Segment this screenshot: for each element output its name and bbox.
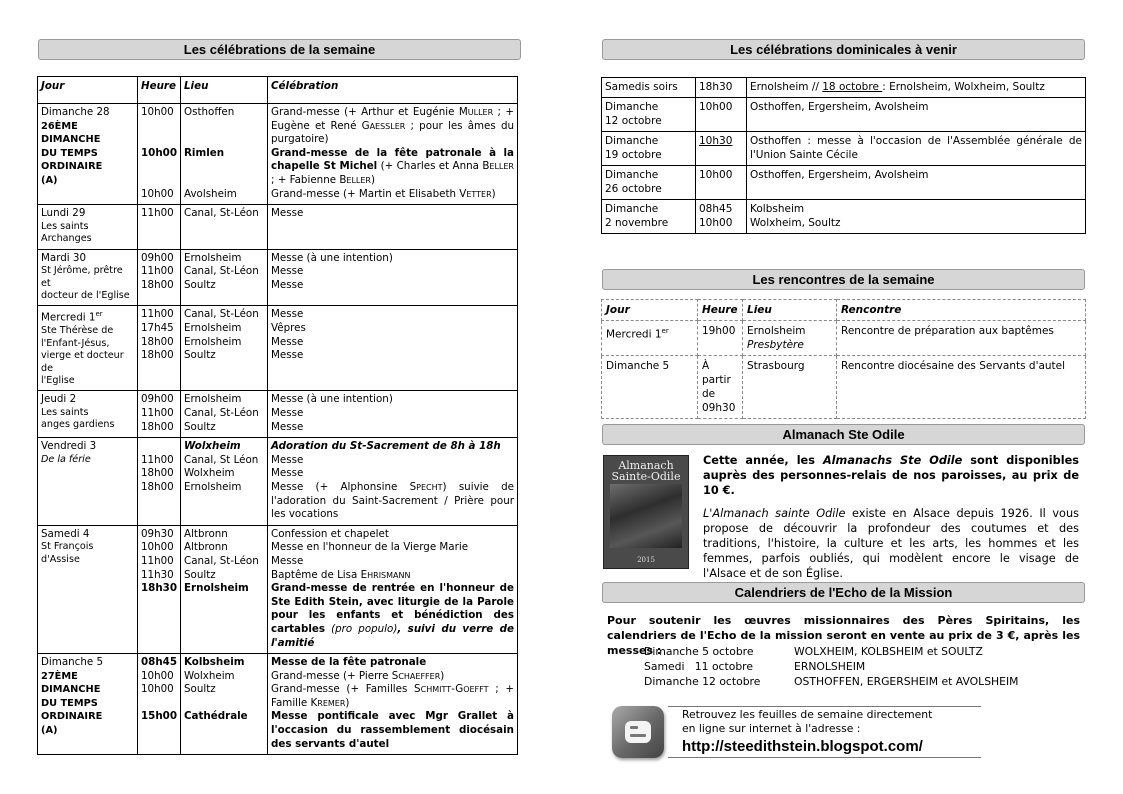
time: 18h00 [141,467,174,480]
place: Canal, St-Léon [184,554,259,567]
time: 11h00 [141,554,174,567]
celebration: Baptême de Lisa EHRISMANN [271,568,411,581]
place: Cathédrale [184,710,248,723]
table-row [38,391,518,438]
time: 18h00 [141,335,174,348]
blog-url-link[interactable]: http://steedithstein.blogspot.com/ [682,738,923,755]
table-row [38,525,518,653]
celebration: Messe de la fête patronale [271,656,427,669]
celebration: Messe [271,278,304,291]
day-name: Mardi 30 [41,251,87,264]
almanach-paragraph-2: L'Almanach sainte Odile existe en Alsace depuis 1926. Il vous propose de découvrir la profondeur des coutumes et des traditions, l'histoire, la culture et les arts, les hommes et les femmes, parfois oubliés, qui modèlent encore le visage de l'Alsace et de son Église. [703,506,1080,581]
day: Dimanche 5 [602,356,698,419]
place: Ernolsheim [184,251,242,264]
place: Soultz [184,568,216,581]
list-item: Dimanche 12 octobre OSTHOFFEN, ERGERSHEIM et AVOLSHEIM [644,675,1019,688]
table-row [38,104,518,205]
time: 18h00 [141,349,174,362]
place: Osthoffen [184,106,235,118]
place: Osthoffen, Ergersheim, Avolsheim [747,166,1086,200]
place: Wolxheim, Soultz [750,217,841,229]
place: Ernolsheim [184,393,242,406]
time: 10h00 [141,541,174,554]
place: Altbronn [184,541,228,554]
place: Wolxheim [184,440,241,453]
dominicales-table [601,77,1086,234]
dominicales-header: Les célébrations dominicales à venir [602,39,1085,60]
rencontres-table [601,299,1086,419]
celebration: Grand-messe de rentrée en l'honneur de Ste Edith Stein, avec liturgie de la Parole pour les enfants et bénédiction des cartables (pro populo), suivi du verre de l'amitié [271,582,515,649]
place: Kolbsheim [750,203,805,215]
day: Dimanche [605,135,659,147]
place: Canal, St-Léon [184,308,259,321]
day-name: Jeudi 2 [41,393,77,406]
celebration: Grand-messe (+ Martin et Elisabeth VETTER) [271,187,496,200]
time: 10h00 [141,187,174,200]
table-row [602,166,1086,200]
column-header: Lieu [743,300,837,321]
celebration: Messe [271,467,304,480]
column-header: Rencontre [837,300,1086,321]
time: 11h00 [141,308,174,321]
divider [668,706,981,707]
table-row [38,438,518,526]
time: 11h30 [141,568,174,581]
place: Soultz [184,420,216,433]
calendriers-intro: Pour soutenir les œuvres missionnaires des Pères Spiritains, les calendriers de l'Echo de la mission seront en vente au prix de 3 €, après les messes : [607,614,1080,657]
celebration: Messe [271,335,304,348]
almanach-cover-illustration [610,484,682,548]
celebrations-table [37,76,518,755]
celebration: Grand-messe (+ Pierre SCHAEFFER) [271,669,445,682]
almanach-text [703,453,1079,589]
celebration: Messe (+ Alphonsine SPECHT) suivie de l'adoration du Saint-Sacrement / Prière pour les vocations [271,480,514,521]
time: 09h00 [141,251,174,264]
time: 09h00 [141,393,174,406]
celebrations-semaine-header: Les célébrations de la semaine [38,39,521,60]
day-saint: St Jérôme, prêtre et docteur de l'Eglise [41,265,130,301]
place: Soultz [184,349,216,362]
celebration: Messe en l'honneur de la Vierge Marie [271,541,469,554]
celebration: Grand-messe (+ Arthur et Eugénie MULLER ; + Eugène et René GAESSLER ; pour les âmes du purgatoire) [271,106,515,146]
place: Rimlen [184,146,225,159]
time: 19h00 [698,321,743,356]
day: Dimanche [605,101,659,113]
time: 10h30 [699,135,733,147]
time: 10h00 [696,166,747,200]
place: Osthoffen : messe à l'occasion de l'Assemblée générale de l'Union Sainte Cécile [747,132,1086,166]
time: 11h00 [141,453,174,466]
date: 2 novembre [605,217,669,229]
time: 10h00 [141,683,174,696]
table-row [38,205,518,249]
time: 18h30 [696,78,747,98]
column-header: Célébration [268,77,518,104]
blogger-icon [612,706,664,758]
time: 18h30 [141,582,177,595]
place-detail: Presbytère [747,339,804,351]
place: Canal, St Léon [184,453,259,466]
celebration: Messe (à une intention) [271,393,393,406]
celebration: Messe pontificale avec Mgr Grallet à l'occasion du rassemblement diocésain des servants d'autel [271,710,514,750]
column-header: Heure [698,300,743,321]
day-liturgy: 26ÈME DIMANCHE DU TEMPS ORDINAIRE (A) [41,120,103,186]
time: À partir de 09h30 [698,356,743,419]
celebration: Grand-messe de la fête patronale à la chapelle St Michel (+ Charles et Anna BELLER ; + Fabienne BELLER) [271,146,514,186]
day: Samedis soirs [602,78,696,98]
column-header: Jour [38,77,138,104]
place: Ernolsheim [184,321,242,334]
place: Soultz [184,278,216,291]
table-row [602,200,1086,234]
calendriers-list [644,644,1019,689]
date: 12 octobre [605,115,662,127]
place: Altbronn [184,527,228,540]
almanach-cover-title: Almanach Sainte-Odile [611,459,681,483]
day: Mercredi 1er [602,321,698,356]
almanach-paragraph-1: Cette année, les Almanachs Ste Odile sont disponibles auprès des personnes-relais de nos paroisses, au prix de 10 €. [703,454,1079,498]
list-item: Dimanche 5 octobre WOLXHEIM, KOLBSHEIM et SOULTZ [644,645,983,658]
rencontres-header: Les rencontres de la semaine [602,269,1085,290]
celebration: Messe [271,453,304,466]
day-saint: St François d'Assise [41,541,94,565]
column-header: Lieu [181,77,268,104]
table-row [38,306,518,391]
column-header: Heure [138,77,181,104]
celebration: Messe [271,265,304,278]
table-row [602,356,1086,419]
time: 09h30 [141,527,174,540]
almanach-header: Almanach Ste Odile [602,424,1085,445]
table-row [602,78,1086,98]
almanach-cover-image [603,455,689,569]
day-saint: Ste Thérèse de l'Enfant-Jésus, vierge et docteur de l'Eglise [41,325,124,387]
place: Ernolsheim [184,480,242,493]
day-name: Mercredi 1er [41,310,103,324]
time: 18h00 [141,420,174,433]
place: Avolsheim [184,187,237,200]
time: 18h00 [141,278,174,291]
time: 08h45 [141,656,177,669]
celebration: Grand-messe (+ Familles SCHMITT-GOEFFT ; + Famille KREMER) [271,683,514,709]
rencontre: Rencontre diocésaine des Servants d'autel [837,356,1086,419]
place: Ernolsheim [184,335,242,348]
date: 19 octobre [605,149,662,161]
day-saint: De la férie [41,453,91,465]
place: Canal, St-Léon [184,407,259,420]
time: 17h45 [141,321,174,334]
celebration: Vêpres [271,321,306,334]
time: 08h45 [699,203,733,215]
date: 26 octobre [605,183,662,195]
time: 10h00 [141,669,174,682]
table-row [602,98,1086,132]
place: Ernolsheim // 18 octobre : Ernolsheim, Wolxheim, Soultz [747,78,1086,98]
place: Ernolsheim [184,582,249,595]
day-saint: Les saints anges gardiens [41,407,115,431]
time: 18h00 [141,480,174,493]
celebration: Messe [271,349,304,362]
column-header: Jour [602,300,698,321]
place: Soultz [184,683,216,696]
table-row [38,654,518,755]
list-item: Samedi 11 octobre ERNOLSHEIM [644,660,866,673]
place: Osthoffen, Ergersheim, Avolsheim [747,98,1086,132]
divider [668,757,981,758]
time: 11h00 [141,407,174,420]
day-name: Dimanche 5 [41,656,104,669]
time: 10h00 [699,217,733,229]
place: Canal, St-Léon [184,265,259,278]
celebration: Confession et chapelet [271,527,389,540]
rencontre: Rencontre de préparation aux baptêmes [837,321,1086,356]
time: 15h00 [141,710,177,723]
table-row [602,321,1086,356]
table-header-row [38,77,518,104]
day-name: Dimanche 28 [41,106,110,118]
celebration: Messe [271,420,304,433]
time: 11h00 [141,265,174,278]
table-row [602,132,1086,166]
day-name: Lundi 29 [41,207,86,220]
time: 10h00 [141,146,177,159]
place: Strasbourg [743,356,837,419]
blog-text: Retrouvez les feuilles de semaine directement en ligne sur internet à l'adresse : [682,708,933,735]
celebration: Adoration du St-Sacrement de 8h à 18h [271,440,501,453]
celebration: Messe (à une intention) [271,251,393,264]
time: 10h00 [141,106,174,118]
celebration: Messe [271,207,304,220]
celebration: Messe [271,407,304,420]
place: Kolbsheim [184,656,245,669]
day-name: Vendredi 3 [41,440,97,453]
table-header-row [602,300,1086,321]
place: Ernolsheim [747,325,806,337]
celebration: Messe [271,308,304,321]
calendriers-header: Calendriers de l'Echo de la Mission [602,582,1085,603]
table-row [38,249,518,306]
day: Dimanche [605,203,659,215]
place: Wolxheim [184,467,235,480]
almanach-cover-year: 2015 [637,556,655,564]
day-liturgy: 27ÈME DIMANCHE DU TEMPS ORDINAIRE (A) [41,670,103,737]
celebration: Messe [271,554,304,567]
place: Canal, St-Léon [184,207,259,220]
day: Dimanche [605,169,659,181]
time: 11h00 [141,207,174,220]
place: Wolxheim [184,669,235,682]
day-saint: Les saints Archanges [41,220,92,245]
day-name: Samedi 4 [41,527,90,540]
time: 10h00 [696,98,747,132]
